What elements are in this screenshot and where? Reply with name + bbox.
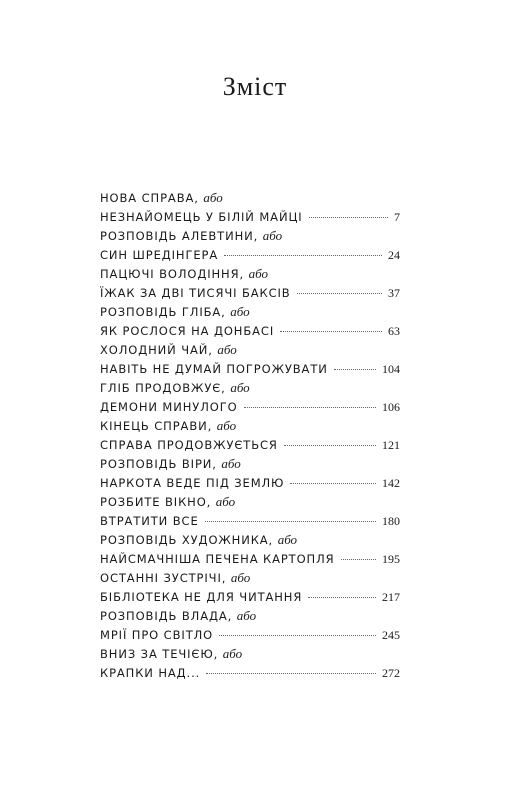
toc-entry-subtitle-line xyxy=(100,626,400,645)
dot-leader xyxy=(219,635,376,636)
dot-leader xyxy=(297,293,382,294)
chapter-subtitle: СПРАВА ПРОДОВЖУЄТЬСЯ xyxy=(100,438,278,452)
toc-entry-subtitle-line xyxy=(100,588,400,607)
toc-entry-title-line xyxy=(100,264,400,284)
page-number: 245 xyxy=(382,628,400,642)
chapter-title: ХОЛОДНИЙ ЧАЙ, xyxy=(100,343,213,357)
dot-leader xyxy=(309,217,388,218)
page-number: 180 xyxy=(382,514,400,528)
toc-entry-subtitle-line xyxy=(100,398,400,417)
conjunction-abo: або xyxy=(248,266,268,281)
toc-entry-subtitle-line xyxy=(100,474,400,493)
chapter-subtitle: СИН ШРЕДІНГЕРА xyxy=(100,248,219,262)
conjunction-abo: або xyxy=(222,646,243,661)
toc-entry-title-line xyxy=(100,568,400,588)
toc-entry-title-line xyxy=(100,530,400,550)
dot-leader xyxy=(224,255,382,256)
toc-entry xyxy=(100,302,400,340)
toc-entry xyxy=(100,416,400,454)
dot-leader xyxy=(206,673,376,674)
chapter-title: КІНЕЦЬ СПРАВИ, xyxy=(100,419,213,433)
chapter-title: НОВА СПРАВА, xyxy=(100,191,199,205)
toc-entry xyxy=(100,644,400,682)
chapter-subtitle: НЕЗНАЙОМЕЦЬ У БІЛІЙ МАЙЦІ xyxy=(100,210,303,224)
dot-leader xyxy=(341,559,376,560)
toc-entry xyxy=(100,340,400,378)
toc-entry xyxy=(100,454,400,492)
conjunction-abo: або xyxy=(277,532,298,547)
page-number: 272 xyxy=(382,666,400,680)
toc-entry-subtitle-line xyxy=(100,360,400,379)
toc-entry-subtitle-line xyxy=(100,208,400,227)
chapter-title: ГЛІБ ПРОДОВЖУЄ, xyxy=(100,381,226,395)
toc-entry xyxy=(100,492,400,530)
page-number: 24 xyxy=(388,248,400,262)
chapter-subtitle: БІБЛІОТЕКА НЕ ДЛЯ ЧИТАННЯ xyxy=(100,590,303,604)
toc-entry-title-line xyxy=(100,644,400,664)
page-number: 121 xyxy=(382,438,400,452)
page-number: 7 xyxy=(394,210,400,224)
toc-entry-subtitle-line xyxy=(100,512,400,531)
toc-entry-subtitle-line xyxy=(100,550,400,569)
dot-leader xyxy=(334,369,376,370)
conjunction-abo: або xyxy=(230,570,251,585)
toc-entry xyxy=(100,568,400,606)
toc-entry-title-line xyxy=(100,188,400,208)
chapter-title: ОСТАННІ ЗУСТРІЧІ, xyxy=(100,571,227,585)
chapter-subtitle: НАЙСМАЧНІША ПЕЧЕНА КАРТОПЛЯ xyxy=(100,552,335,566)
chapter-subtitle: ДЕМОНИ МИНУЛОГО xyxy=(100,400,238,414)
toc-entry-subtitle-line xyxy=(100,664,400,683)
chapter-title: ВНИЗ ЗА ТЕЧІЄЮ, xyxy=(100,647,219,661)
conjunction-abo: або xyxy=(217,342,237,357)
conjunction-abo: або xyxy=(236,608,257,623)
conjunction-abo: або xyxy=(221,456,241,471)
conjunction-abo: або xyxy=(230,380,250,395)
toc-entry xyxy=(100,188,400,226)
toc-entry xyxy=(100,378,400,416)
chapter-subtitle: ЯК РОСЛОСЯ НА ДОНБАСІ xyxy=(100,324,275,338)
dot-leader xyxy=(284,445,376,446)
page-number: 217 xyxy=(382,590,400,604)
page-number: 142 xyxy=(382,476,400,490)
page-title: Зміст xyxy=(222,72,288,101)
conjunction-abo: або xyxy=(215,494,236,509)
conjunction-abo: або xyxy=(262,228,283,243)
chapter-title: РОЗПОВІДЬ ГЛІБА, xyxy=(100,305,226,319)
toc-entry-subtitle-line xyxy=(100,246,400,265)
conjunction-abo: або xyxy=(216,418,237,433)
toc-entry-subtitle-line xyxy=(100,284,400,303)
page-number: 37 xyxy=(388,286,400,300)
page-number: 104 xyxy=(382,362,400,376)
dot-leader xyxy=(280,331,382,332)
toc-entry-subtitle-line xyxy=(100,436,400,455)
chapter-subtitle: ВТРАТИТИ ВСЕ xyxy=(100,514,199,528)
page-number: 106 xyxy=(382,400,400,414)
chapter-subtitle: МРІЇ ПРО СВІТЛО xyxy=(100,628,214,642)
conjunction-abo: або xyxy=(230,304,250,319)
chapter-title: ПАЦЮЧІ ВОЛОДІННЯ, xyxy=(100,267,245,281)
page-number: 195 xyxy=(382,552,400,566)
conjunction-abo: або xyxy=(203,190,223,205)
chapter-title: РОЗПОВІДЬ ВІРИ, xyxy=(100,457,217,471)
toc-entry xyxy=(100,264,400,302)
chapter-title: РОЗПОВІДЬ АЛЕВТИНИ, xyxy=(100,229,259,243)
table-of-contents xyxy=(100,188,400,682)
toc-entry-title-line xyxy=(100,492,400,512)
toc-entry-title-line xyxy=(100,226,400,246)
toc-entry-title-line xyxy=(100,454,400,474)
toc-entry xyxy=(100,226,400,264)
toc-entry-title-line xyxy=(100,302,400,322)
chapter-subtitle: НАВІТЬ НЕ ДУМАЙ ПОГРОЖУВАТИ xyxy=(100,362,328,376)
page-number: 63 xyxy=(388,324,400,338)
chapter-subtitle: КРАПКИ НАД... xyxy=(100,666,201,680)
toc-entry xyxy=(100,606,400,644)
toc-entry-title-line xyxy=(100,340,400,360)
toc-entry xyxy=(100,530,400,568)
toc-entry-title-line xyxy=(100,606,400,626)
chapter-title: РОЗБИТЕ ВІКНО, xyxy=(100,495,212,509)
dot-leader xyxy=(308,597,376,598)
dot-leader xyxy=(290,483,376,484)
toc-entry-title-line xyxy=(100,416,400,436)
chapter-title: РОЗПОВІДЬ ВЛАДА, xyxy=(100,609,233,623)
chapter-subtitle: НАРКОТА ВЕДЕ ПІД ЗЕМЛЮ xyxy=(100,476,285,490)
chapter-title: РОЗПОВІДЬ ХУДОЖНИКА, xyxy=(100,533,274,547)
toc-entry-subtitle-line xyxy=(100,322,400,341)
chapter-subtitle: ЇЖАК ЗА ДВІ ТИСЯЧІ БАКСІВ xyxy=(100,286,291,300)
dot-leader xyxy=(244,407,376,408)
dot-leader xyxy=(205,521,376,522)
toc-entry-title-line xyxy=(100,378,400,398)
